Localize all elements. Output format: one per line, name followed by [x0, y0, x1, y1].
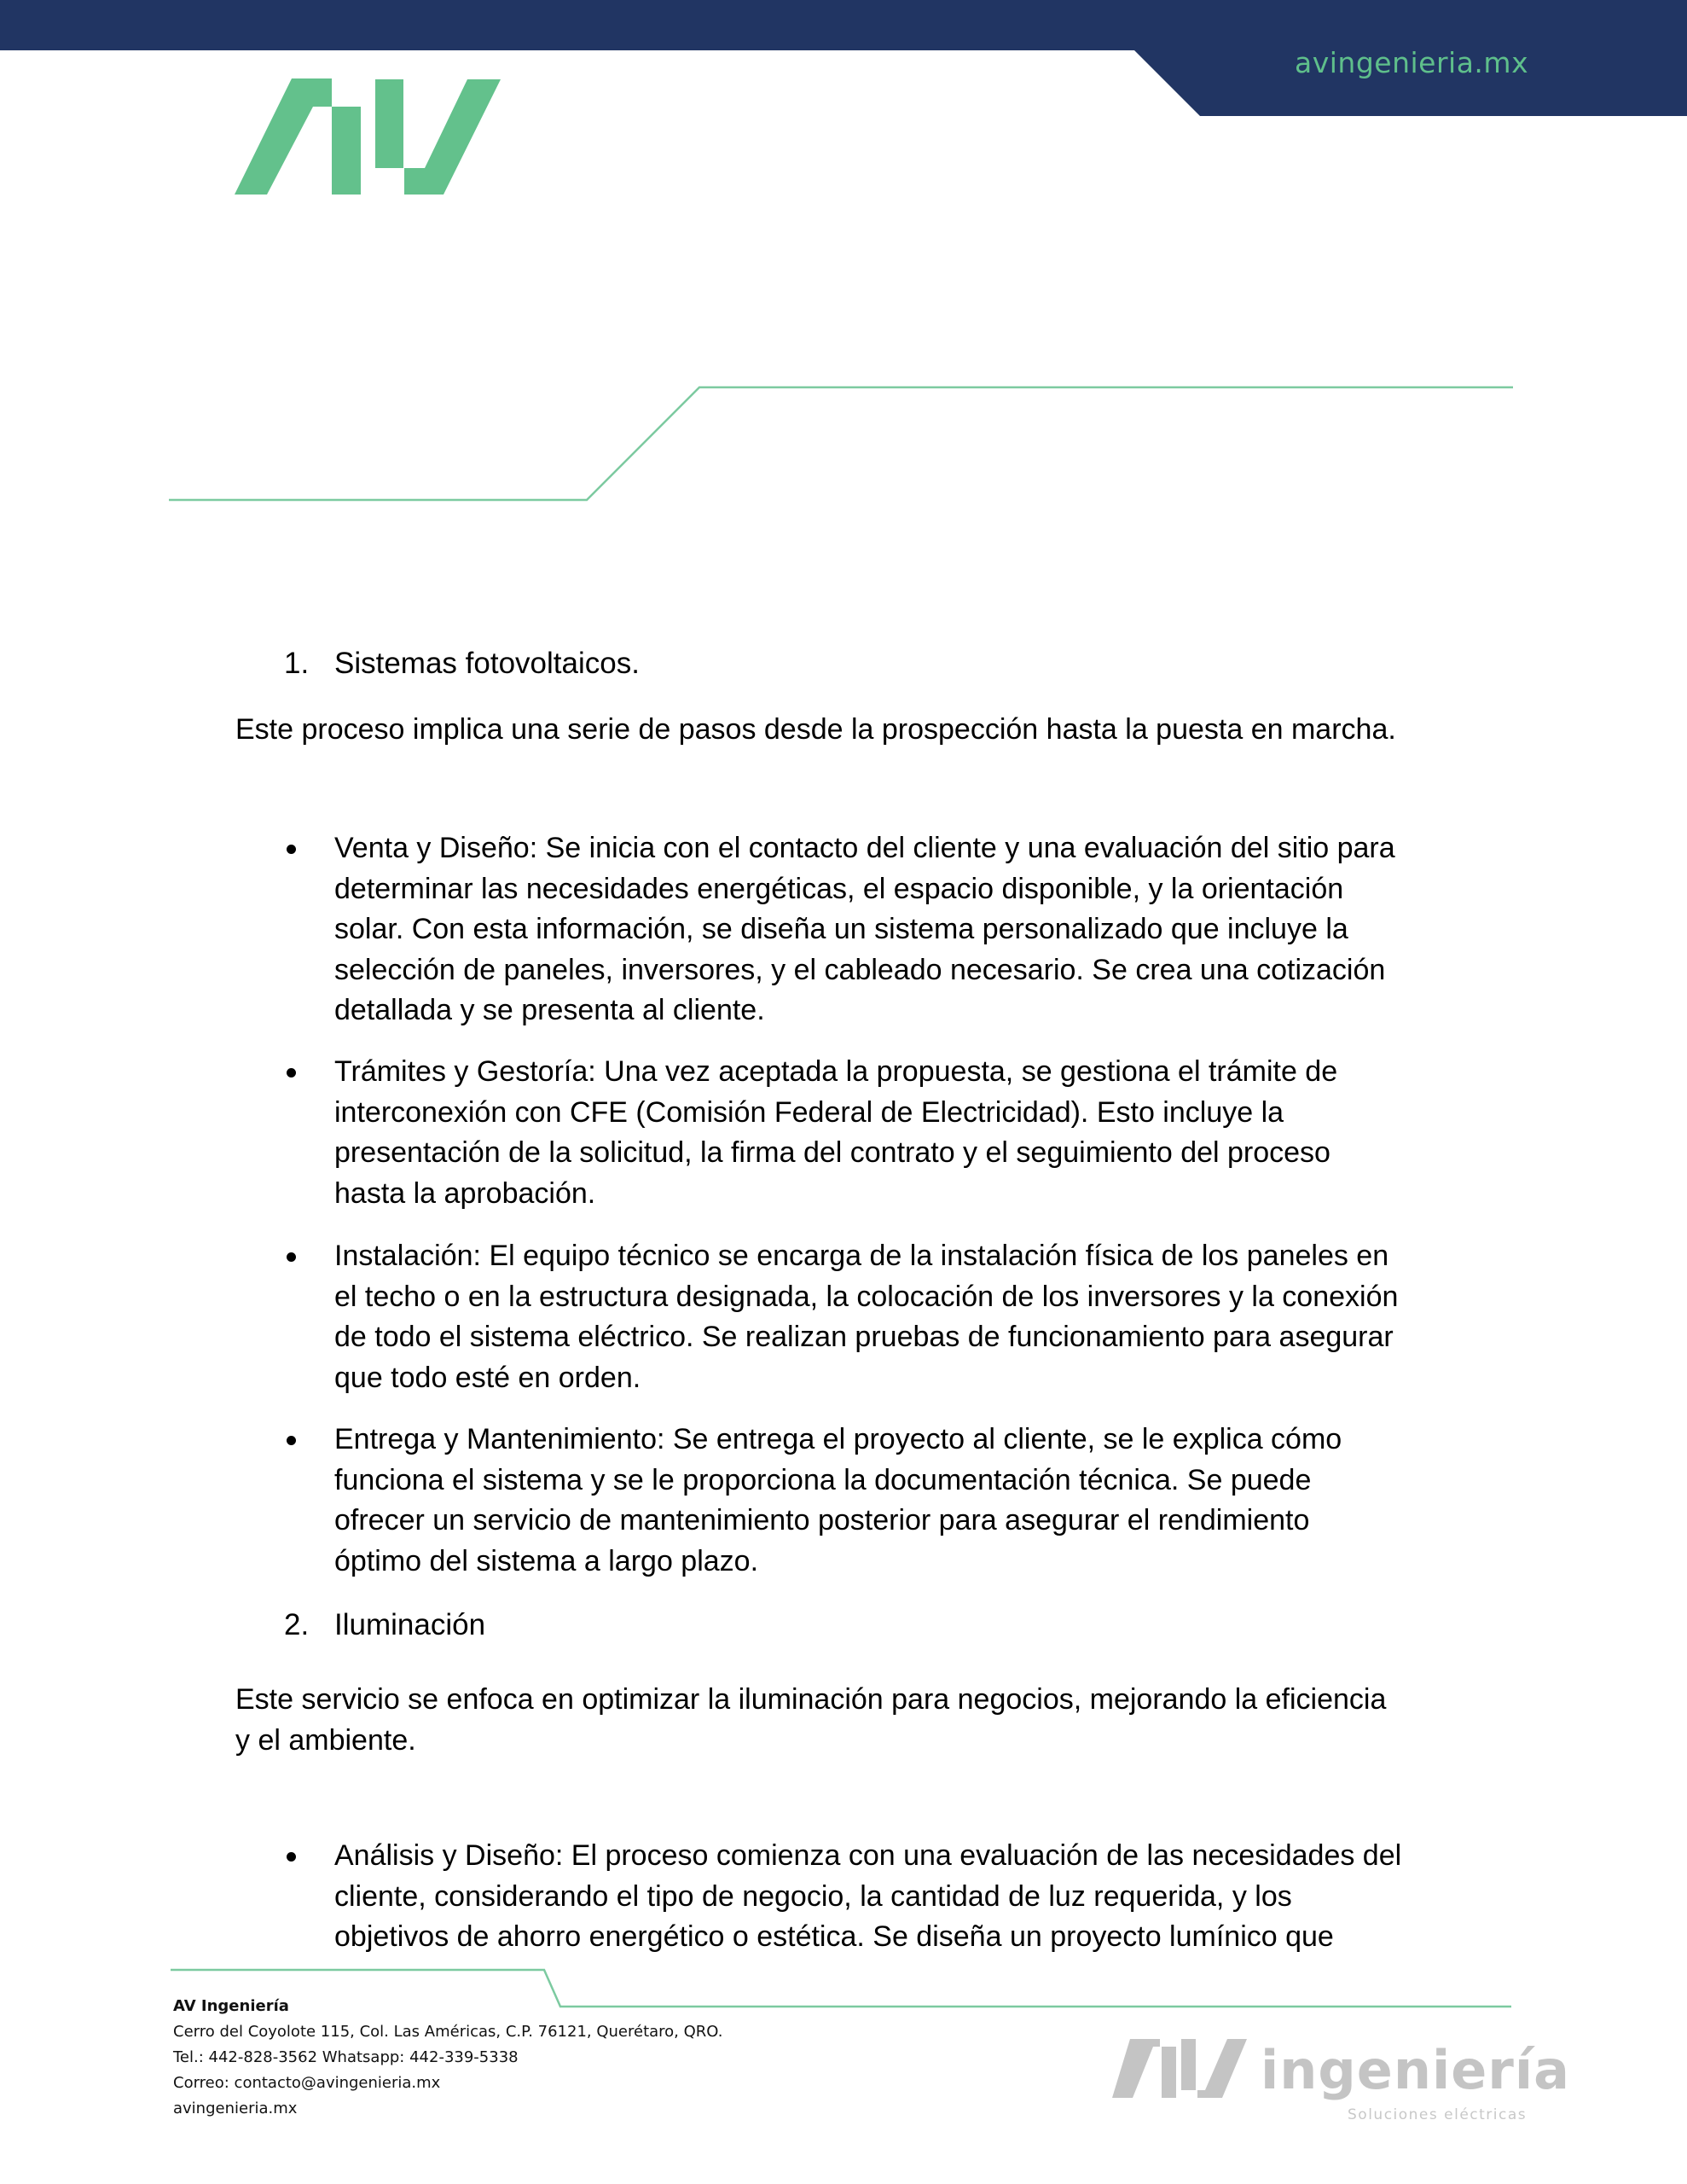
list-item-line: cliente, considerando el tipo de negocio, la cantidad de luz requerida, y los — [334, 1879, 1292, 1913]
bullet-icon — [287, 1436, 296, 1445]
section-intro-line: Este servicio se enfoca en optimizar la iluminación para negocios, mejorando la eficiencia — [235, 1683, 1387, 1716]
av-logo-v — [404, 79, 501, 195]
list-item-line: solar. Con esta información, se diseña un sistema personalizado que incluye la — [334, 913, 1348, 946]
footer-contact — [173, 1994, 722, 2122]
footer-logo-v — [1197, 2039, 1247, 2098]
av-logo-bar-1 — [332, 107, 361, 195]
list-item-line: ofrecer un servicio de mantenimiento posterior para asegurar el rendimiento — [334, 1504, 1310, 1537]
list-item-line: objetivos de ahorro energético o estética. Se diseña un proyecto lumínico que — [334, 1920, 1334, 1954]
footer-av-logo — [1112, 2039, 1247, 2098]
section-number: 1. — [284, 647, 310, 680]
list-item — [334, 1836, 1469, 1958]
section-intro: Este proceso implica una serie de pasos desde la prospección hasta la puesta en marcha. — [235, 713, 1396, 746]
list-item-line: Instalación: El equipo técnico se encarga de la instalación física de los paneles en — [334, 1240, 1389, 1272]
av-logo-bar-2 — [375, 79, 403, 168]
list-item-line: óptimo del sistema a largo plazo. — [334, 1544, 759, 1577]
bullet-icon — [287, 1252, 296, 1262]
footer-email[interactable]: Correo: contacto@avingenieria.mx — [173, 2074, 441, 2092]
bullet-icon — [287, 1852, 296, 1862]
section-title: Sistemas fotovoltaicos. — [334, 647, 640, 680]
list-item — [334, 1052, 1469, 1214]
footer-phones: Tel.: 442-828-3562 Whatsapp: 442-339-5338 — [173, 2048, 519, 2066]
footer-logo-slash — [1112, 2039, 1160, 2098]
list-item-line: de todo el sistema eléctrico. Se realizan pruebas de funcionamiento para asegurar — [334, 1321, 1394, 1354]
list-item — [334, 1420, 1469, 1582]
footer-logo-word: ingeniería — [1261, 2039, 1570, 2101]
footer-address: Cerro del Coyolote 115, Col. Las Américas, C.P. 76121, Querétaro, QRO. — [173, 2023, 723, 2041]
section-number: 2. — [284, 1608, 310, 1641]
list-item-line: determinar las necesidades energéticas, el espacio disponible, y la orientación — [334, 872, 1344, 905]
list-item — [334, 1236, 1469, 1398]
list-item-line: hasta la aprobación. — [334, 1176, 596, 1210]
list-item-line: selección de paneles, inversores, y el cableado necesario. Se crea una cotización — [334, 953, 1386, 986]
footer-logo-bar-1 — [1162, 2047, 1176, 2098]
list-item-line: Trámites y Gestoría: Una vez aceptada la propuesta, se gestiona el trámite de — [334, 1055, 1338, 1088]
section-heading — [284, 643, 640, 684]
footer-company: AV Ingeniería — [173, 1997, 289, 2015]
av-logo-slash — [235, 78, 332, 195]
list-item-line: interconexión con CFE (Comisión Federal de Electricidad). Esto incluye la — [334, 1095, 1284, 1129]
footer-logo-tagline: Soluciones eléctricas — [1348, 2106, 1528, 2123]
list-item-line: que todo esté en orden. — [334, 1361, 641, 1394]
list-item-line: presentación de la solicitud, la firma del contrato y el seguimiento del proceso — [334, 1136, 1330, 1170]
list-item-line: detallada y se presenta al cliente. — [334, 994, 765, 1027]
list-item — [334, 828, 1469, 1031]
header-divider-line — [169, 387, 1513, 500]
site-url[interactable]: avingenieria.mx — [1295, 46, 1529, 79]
list-item-line: Análisis y Diseño: El proceso comienza con una evaluación de las necesidades del — [334, 1839, 1402, 1872]
bullet-icon — [287, 845, 296, 854]
list-item-line: funciona el sistema y se le proporciona la documentación técnica. Se puede — [334, 1463, 1312, 1496]
list-item-line: Venta y Diseño: Se inicia con el contacto del cliente y una evaluación del sitio para — [334, 832, 1395, 864]
section-intro-line: y el ambiente. — [235, 1723, 416, 1757]
footer-logo-bar-2 — [1181, 2039, 1196, 2090]
av-logo — [235, 78, 501, 195]
section-title: Iluminación — [334, 1608, 486, 1641]
list-item-line: Entrega y Mantenimiento: Se entrega el proyecto al cliente, se le explica cómo — [334, 1423, 1342, 1455]
section-heading — [284, 1605, 485, 1646]
section-intro — [235, 1680, 1464, 1761]
list-item-line: el techo o en la estructura designada, la colocación de los inversores y la conexión — [334, 1280, 1399, 1313]
bullet-icon — [287, 1068, 296, 1077]
footer-website[interactable]: avingenieria.mx — [173, 2100, 298, 2117]
